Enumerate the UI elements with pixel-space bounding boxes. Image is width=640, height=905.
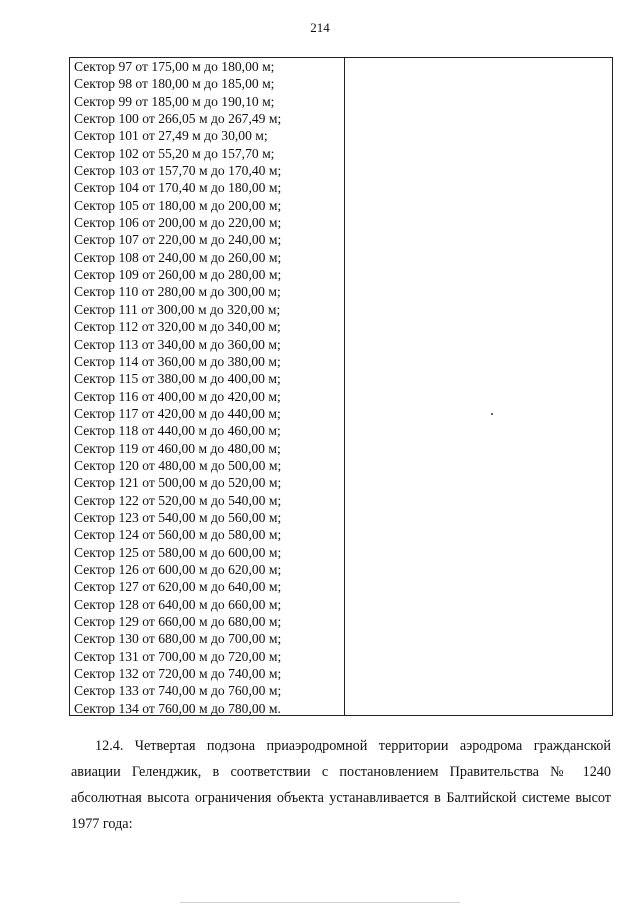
table-row: Сектор 121 от 500,00 м до 520,00 м; bbox=[74, 475, 282, 491]
table-row: Сектор 127 от 620,00 м до 640,00 м; bbox=[74, 579, 282, 595]
table-row: Сектор 125 от 580,00 м до 600,00 м; bbox=[74, 544, 282, 560]
table-row: Сектор 118 от 440,00 м до 460,00 м; bbox=[74, 423, 281, 439]
table-row: Сектор 129 от 660,00 м до 680,00 м; bbox=[74, 614, 282, 629]
table-row: Сектор 112 от 320,00 м до 340,00 м; bbox=[74, 319, 281, 335]
section-12-4-paragraph: 12.4. Четвертая подзона приаэродромной территории аэродрома гражданской авиации Геленджик, в соответствии с постановлением Правительства № 1240 абсолютная высота ограничения объекта устанавливается в Балтийской системе высот 1977 года: bbox=[71, 738, 611, 832]
sector-table bbox=[69, 57, 613, 716]
table-row: Сектор 128 от 640,00 м до 660,00 м; bbox=[74, 596, 282, 612]
table-row: Сектор 108 от 240,00 м до 260,00 м; bbox=[74, 249, 282, 265]
table-row: Сектор 130 от 680,00 м до 700,00 м; bbox=[74, 631, 282, 647]
table-row: Сектор 107 от 220,00 м до 240,00 м; bbox=[74, 232, 282, 248]
table-row: Сектор 100 от 266,05 м до 267,49 м; bbox=[74, 111, 282, 127]
table-row: Сектор 120 от 480,00 м до 500,00 м; bbox=[74, 457, 282, 473]
table-row: Сектор 115 от 380,00 м до 400,00 м; bbox=[74, 371, 281, 387]
table-row: Сектор 126 от 600,00 м до 620,00 м; bbox=[74, 561, 282, 577]
table-row: Сектор 133 от 740,00 м до 760,00 м; bbox=[74, 683, 282, 699]
table-row: Сектор 131 от 700,00 м до 720,00 м; bbox=[74, 648, 282, 664]
table-row: Сектор 113 от 340,00 м до 360,00 м; bbox=[74, 336, 281, 352]
table-row: Сектор 114 от 360,00 м до 380,00 м; bbox=[74, 353, 281, 369]
table-row: Сектор 101 от 27,49 м до 30,00 м; bbox=[74, 128, 268, 144]
table-row: Сектор 105 от 180,00 м до 200,00 м; bbox=[74, 197, 282, 213]
table-row: Сектор 132 от 720,00 м до 740,00 м; bbox=[74, 666, 282, 682]
table-row: Сектор 104 от 170,40 м до 180,00 м; bbox=[74, 180, 282, 196]
table-row: Сектор 134 от 760,00 м до 780,00 м. bbox=[74, 700, 281, 716]
table-row: Сектор 106 от 200,00 м до 220,00 м; bbox=[74, 215, 282, 231]
scan-bottom-rule bbox=[180, 902, 460, 903]
table-row: Сектор 119 от 460,00 м до 480,00 м; bbox=[74, 440, 281, 456]
scan-speck bbox=[491, 413, 493, 415]
sector-list bbox=[74, 58, 342, 717]
table-row: Сектор 103 от 157,70 м до 170,40 м; bbox=[74, 163, 282, 179]
page-number: 214 bbox=[310, 20, 330, 35]
table-row: Сектор 123 от 540,00 м до 560,00 м; bbox=[74, 509, 282, 525]
table-row: Сектор 122 от 520,00 м до 540,00 м; bbox=[74, 492, 282, 508]
table-row: Сектор 110 от 280,00 м до 300,00 м; bbox=[74, 284, 281, 300]
table-row: Сектор 117 от 420,00 м до 440,00 м; bbox=[74, 405, 281, 421]
table-row: Сектор 102 от 55,20 м до 157,70 м; bbox=[74, 145, 275, 161]
table-row: Сектор 109 от 260,00 м до 280,00 м; bbox=[74, 267, 282, 283]
table-column-divider bbox=[344, 58, 345, 715]
table-row: Сектор 97 от 175,00 м до 180,00 м; bbox=[74, 59, 275, 74]
table-row: Сектор 111 от 300,00 м до 320,00 м; bbox=[74, 301, 281, 317]
table-row: Сектор 116 от 400,00 м до 420,00 м; bbox=[74, 388, 281, 404]
table-row: Сектор 98 от 180,00 м до 185,00 м; bbox=[74, 76, 275, 92]
table-row: Сектор 99 от 185,00 м до 190,10 м; bbox=[74, 93, 275, 109]
table-row: Сектор 124 от 560,00 м до 580,00 м; bbox=[74, 527, 282, 543]
